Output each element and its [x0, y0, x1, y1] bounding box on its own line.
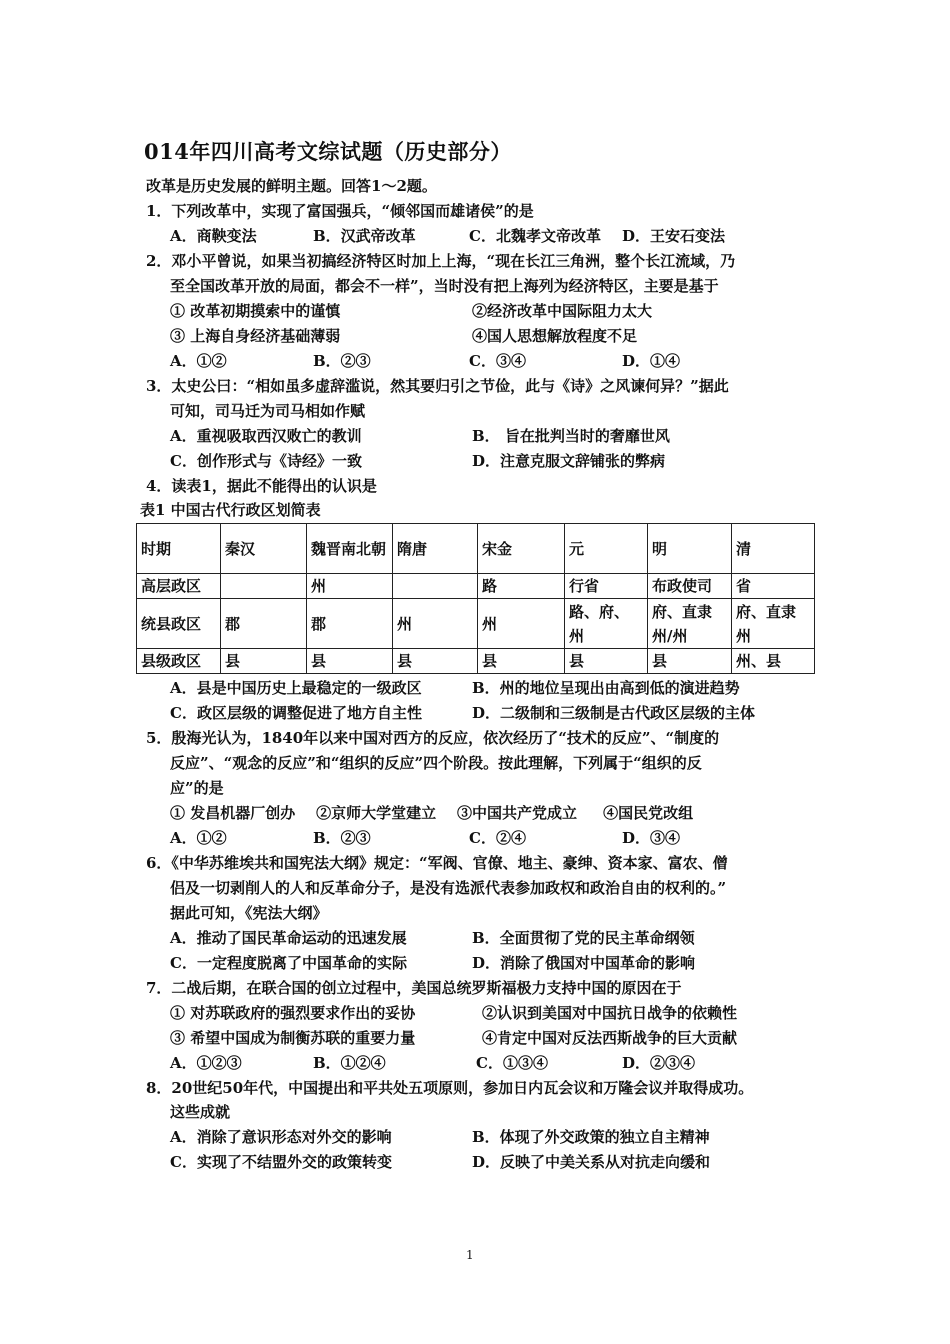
q7-statement-4: ④肯定中国对反法西斯战争的巨大贡献	[482, 1029, 738, 1047]
q1-option-b: B．汉武帝改革	[313, 227, 416, 245]
q3-option-a: A．重视吸取西汉败亡的教训	[170, 427, 362, 445]
table-cell: 郡	[307, 599, 393, 649]
q1-stem: 1．下列改革中，实现了富国强兵，“倾邻国而雄诸侯”的是	[146, 202, 534, 220]
q3-option-c: C．创作形式与《诗经》一致	[170, 452, 362, 470]
q2-statement-3: ③ 上海自身经济基础薄弱	[170, 327, 341, 345]
q1-option-d: D．王安石变法	[622, 227, 726, 245]
table-header-cell: 隋唐	[393, 524, 478, 574]
table-cell: 路	[478, 574, 565, 599]
q8-stem-line1: 8．20世纪50年代，中国提出和平共处五项原则，参加日内瓦会议和万隆会议并取得成功。	[146, 1079, 754, 1097]
q6-option-a: A．推动了国民革命运动的迅速发展	[170, 929, 407, 947]
q3-option-b: B． 旨在批判当时的奢靡世风	[472, 427, 670, 445]
q5-option-b: B．②③	[313, 829, 371, 847]
table-cell: 统县政区	[137, 599, 221, 649]
table-header-cell: 时期	[137, 524, 221, 574]
q4-option-c: C．政区层级的调整促进了地方自主性	[170, 704, 422, 722]
q2-stem-line2: 至全国改革开放的局面，都会不一样”，当时没有把上海列为经济特区，主要是基于	[170, 277, 719, 295]
q4-option-d: D．二级制和三级制是古代政区层级的主体	[472, 704, 756, 722]
q7-statement-3: ③ 希望中国成为制衡苏联的重要力量	[170, 1029, 416, 1047]
table-row	[137, 574, 815, 599]
table-cell: 州	[307, 574, 393, 599]
q6-option-b: B．全面贯彻了党的民主革命纲领	[472, 929, 695, 947]
q7-option-d: D．②③④	[622, 1054, 696, 1072]
q3-stem-line2: 可知，司马迁为司马相如作赋	[170, 402, 366, 420]
q7-option-b: B．①②④	[313, 1054, 386, 1072]
q4-stem: 4．读表1，据此不能得出的认识是	[146, 477, 377, 495]
q8-option-b: B．体现了外交政策的独立自主精神	[472, 1128, 710, 1146]
q6-option-c: C．一定程度脱离了中国革命的实际	[170, 954, 407, 972]
table-header-row	[137, 524, 815, 574]
table-header-cell: 清	[732, 524, 815, 574]
q5-option-a: A．①②	[170, 829, 227, 847]
q3-stem-line1: 3．太史公曰：“相如虽多虚辞滥说，然其要归引之节俭，此与《诗》之风谏何异？”据此	[146, 377, 729, 395]
table-cell: 行省	[565, 574, 648, 599]
table-row	[137, 649, 815, 674]
table-cell: 州	[478, 599, 565, 649]
q4-option-b: B．州的地位呈现出由高到低的演进趋势	[472, 679, 740, 697]
intro-text: 改革是历史发展的鲜明主题。回答1～2题。	[146, 177, 437, 195]
table-cell: 郡	[221, 599, 307, 649]
table-header-cell: 秦汉	[221, 524, 307, 574]
q8-option-d: D．反映了中美关系从对抗走向缓和	[472, 1153, 711, 1171]
q8-option-c: C．实现了不结盟外交的政策转变	[170, 1153, 392, 1171]
table-header-cell: 魏晋南北朝	[307, 524, 393, 574]
admin-division-table	[136, 523, 815, 674]
q6-stem-line1: 6．《中华苏维埃共和国宪法大纲》规定：“军阀、官僚、地主、豪绅、资本家、富农、僧	[146, 854, 728, 872]
q4-option-a: A．县是中国历史上最稳定的一级政区	[170, 679, 422, 697]
table-row	[137, 599, 815, 649]
q2-statement-4: ④国人思想解放程度不足	[472, 327, 638, 345]
q7-option-a: A．①②③	[170, 1054, 242, 1072]
q2-option-a: A．①②	[170, 352, 227, 370]
q5-option-d: D．③④	[622, 829, 681, 847]
table-cell: 县	[307, 649, 393, 674]
q6-stem-line2: 侣及一切剥削人的人和反革命分子，是没有选派代表参加政权和政治自由的权利的。”	[170, 879, 727, 897]
q2-option-b: B．②③	[313, 352, 371, 370]
q8-stem-line2: 这些成就	[170, 1103, 231, 1121]
table-cell: 府、直隶州/州	[648, 599, 732, 649]
table-cell: 县	[393, 649, 478, 674]
table-cell: 省	[732, 574, 815, 599]
q2-option-d: D．①④	[622, 352, 681, 370]
table-cell: 路、府、州	[565, 599, 648, 649]
q5-stem-line3: 应”的是	[170, 779, 224, 797]
q7-statement-2: ②认识到美国对中国抗日战争的依赖性	[482, 1004, 738, 1022]
table-cell: 县级政区	[137, 649, 221, 674]
table-cell	[393, 574, 478, 599]
q2-stem-line1: 2．邓小平曾说，如果当初搞经济特区时加上上海，“现在长江三角洲，整个长江流域，乃	[146, 252, 736, 270]
table-cell: 州、县	[732, 649, 815, 674]
q8-option-a: A．消除了意识形态对外交的影响	[170, 1128, 392, 1146]
q6-option-d: D．消除了俄国对中国革命的影响	[472, 954, 696, 972]
q2-statement-2: ②经济改革中国际阻力太大	[472, 302, 653, 320]
table-cell: 县	[565, 649, 648, 674]
q3-option-d: D．注意克服文辞铺张的弊病	[472, 452, 666, 470]
q2-statement-1: ① 改革初期摸索中的谨慎	[170, 302, 341, 320]
table-cell: 布政使司	[648, 574, 732, 599]
q1-option-c: C．北魏孝文帝改革	[469, 227, 601, 245]
q2-option-c: C．③④	[469, 352, 526, 370]
q5-statements: ① 发昌机器厂创办 ②京师大学堂建立 ③中国共产党成立 ④国民党改组	[170, 804, 694, 822]
q1-option-a: A．商鞅变法	[170, 227, 257, 245]
table-cell: 高层政区	[137, 574, 221, 599]
table-cell: 县	[648, 649, 732, 674]
table-cell: 州	[393, 599, 478, 649]
table-cell	[221, 574, 307, 599]
table-header-cell: 明	[648, 524, 732, 574]
table-cell: 府、直隶州	[732, 599, 815, 649]
q6-stem-line3: 据此可知，《宪法大纲》	[170, 904, 328, 922]
q7-stem: 7．二战后期，在联合国的创立过程中，美国总统罗斯福极力支持中国的原因在于	[146, 979, 682, 997]
q5-option-c: C．②④	[469, 829, 526, 847]
table-cell: 县	[221, 649, 307, 674]
table-cell: 县	[478, 649, 565, 674]
q5-stem-line1: 5．殷海光认为，1840年以来中国对西方的反应，依次经历了“技术的反应”、“制度的	[146, 729, 720, 747]
table-header-cell: 元	[565, 524, 648, 574]
table-caption: 表1 中国古代行政区划简表	[140, 501, 321, 519]
q5-stem-line2: 反应”、“观念的反应”和“组织的反应”四个阶段。按此理解，下列属于“组织的反	[170, 754, 702, 772]
table-header-cell: 宋金	[478, 524, 565, 574]
exam-title: 014年四川高考文综试题（历史部分）	[144, 139, 512, 164]
q7-option-c: C．①③④	[476, 1054, 548, 1072]
q7-statement-1: ① 对苏联政府的强烈要求作出的妥协	[170, 1004, 416, 1022]
page-number: 1	[466, 1248, 474, 1262]
